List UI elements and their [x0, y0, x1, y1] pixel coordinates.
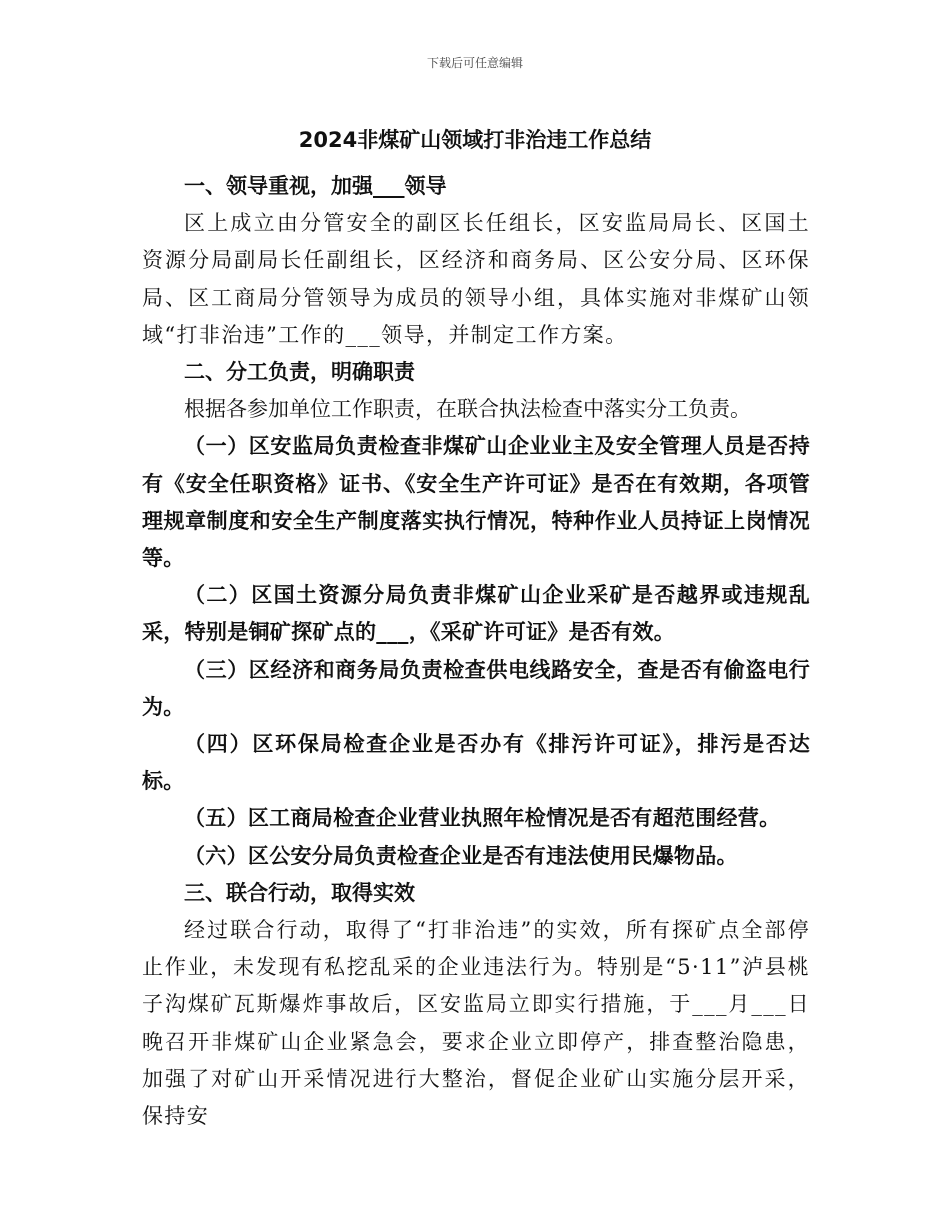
duty-item-4: （四）区环保局检查企业是否办有《排污许可证》，排污是否达标。 — [142, 732, 810, 794]
paragraph: 经过联合行动，取得了“打非治违”的实效，所有探矿点全部停止作业，未发现有私挖乱采的企业违法行为。特别是“5·11”泸县桃子沟煤矿瓦斯爆炸事故后，区安监局立即实行措施，于___月___日晚召开非煤矿山企业紧急会，要求企业立即停产，排查整治隐患，加强了对矿山开采情况进行大整治，督促企业矿山实施分层开采，保持安 — [142, 918, 810, 1129]
section-heading-2: 二、分工负责，明确职责 — [184, 360, 415, 385]
page-header: 下载后可任意编辑 — [426, 56, 523, 70]
paragraph: 区上成立由分管安全的副区长任组长，区安监局局长、区国土资源分局副局长任副组长，区经济和商务局、区公安分局、区环保局、区工商局分管领导为成员的领导小组，具体实施对非煤矿山领域“打非治违”工作的___领导，并制定工作方案。 — [142, 211, 810, 347]
duty-item-2: （二）区国土资源分局负责非煤矿山企业采矿是否越界或违规乱采，特别是铜矿探矿点的___，《采矿许可证》是否有效。 — [142, 583, 810, 645]
duty-item-5: （五）区工商局检查企业营业执照年检情况是否有超范围经营。 — [184, 806, 781, 831]
duty-item-6: （六）区公安分局负责检查企业是否有违法使用民爆物品。 — [184, 843, 738, 868]
paragraph: 根据各参加单位工作职责，在联合执法检查中落实分工负责。 — [184, 397, 751, 422]
document-title: 2024非煤矿山领域打非治违工作总结 — [298, 128, 652, 152]
duty-item-3: （三）区经济和商务局负责检查供电线路安全，查是否有偷盗电行为。 — [142, 657, 810, 719]
section-heading-3: 三、联合行动，取得实效 — [184, 880, 415, 905]
duty-item-1: （一）区安监局负责检查非煤矿山企业业主及安全管理人员是否持有《安全任职资格》证书、《安全生产许可证》是否在有效期，各项管理规章制度和安全生产制度落实执行情况，特种作业人员持证上岗情况等。 — [142, 434, 810, 571]
document-body — [142, 168, 810, 1135]
section-heading-1: 一、领导重视，加强___领导 — [184, 174, 447, 198]
